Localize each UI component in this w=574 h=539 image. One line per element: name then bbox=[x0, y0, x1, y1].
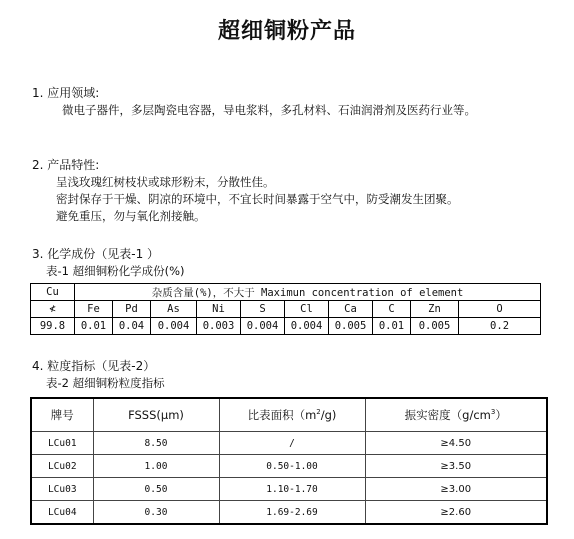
table-1-value-cell: 0.004 bbox=[285, 318, 329, 335]
surface-cell: 1.69-2.69 bbox=[219, 501, 365, 525]
table-1-header-cell: Ca bbox=[329, 301, 373, 318]
grade-cell: LCu02 bbox=[31, 455, 93, 478]
grade-cell: LCu01 bbox=[31, 432, 93, 455]
table-row bbox=[31, 455, 547, 478]
table-1-header-cell: Ni bbox=[197, 301, 241, 318]
table-1-value-cell: 0.01 bbox=[373, 318, 411, 335]
table-2-caption: 表-2 超细铜粉粒度指标 bbox=[46, 376, 165, 390]
table-1-element-row bbox=[31, 301, 541, 318]
section-2-line-3: 避免重压，勿与氧化剂接触。 bbox=[56, 209, 206, 223]
fsss-cell: 1.00 bbox=[93, 455, 219, 478]
page-title: 超细铜粉产品 bbox=[217, 19, 356, 44]
table-row bbox=[31, 501, 547, 525]
table-1-cu-header: Cu bbox=[31, 284, 75, 301]
section-2-line-2: 密封保存于干燥、阴凉的环境中，不宜长时间暴露于空气中，防受潮发生团聚。 bbox=[56, 192, 459, 206]
density-cell: ≥4.50 bbox=[365, 432, 547, 455]
table-1-header-cell: S bbox=[241, 301, 285, 318]
table-1-value-cell: 0.01 bbox=[75, 318, 113, 335]
table-1-header-cell: As bbox=[151, 301, 197, 318]
density-cell: ≥2.60 bbox=[365, 501, 547, 525]
section-3-heading: 3. 化学成份（见表-1 ） bbox=[32, 247, 160, 261]
table-2-header-grade: 牌号 bbox=[31, 398, 93, 432]
section-1-heading: 1. 应用领域: bbox=[32, 86, 100, 100]
table-2-header-fsss: FSSS(μm) bbox=[93, 398, 219, 432]
table-1-value-cell: 0.005 bbox=[411, 318, 459, 335]
table-1-caption: 表-1 超细铜粉化学成份(%) bbox=[46, 264, 185, 278]
table-1-header-cell: Zn bbox=[411, 301, 459, 318]
surface-cell: 1.10-1.70 bbox=[219, 478, 365, 501]
chemical-composition-table bbox=[30, 283, 541, 335]
table-1-header-cell: ≮ bbox=[31, 301, 75, 318]
table-1-header-cell: Pd bbox=[113, 301, 151, 318]
fsss-cell: 0.50 bbox=[93, 478, 219, 501]
table-1-value-cell: 0.004 bbox=[241, 318, 285, 335]
table-row bbox=[31, 432, 547, 455]
table-1-value-row bbox=[31, 318, 541, 335]
fsss-cell: 8.50 bbox=[93, 432, 219, 455]
table-2-header-density: 振实密度$(g/cm^3)$ bbox=[365, 398, 547, 432]
density-cell: ≥3.50 bbox=[365, 455, 547, 478]
table-1-value-cell: 0.005 bbox=[329, 318, 373, 335]
table-1-value-cell: 0.004 bbox=[151, 318, 197, 335]
grade-cell: LCu04 bbox=[31, 501, 93, 525]
table-1-value-cell: 0.04 bbox=[113, 318, 151, 335]
table-1-header-cell: O bbox=[459, 301, 541, 318]
table-1-value-cell: 99.8 bbox=[31, 318, 75, 335]
table-1-value-cell: 0.2 bbox=[459, 318, 541, 335]
table-2-header-surface: 比表面积$(m^2/g)$ bbox=[219, 398, 365, 432]
table-1-impurity-header: 杂质含量(%)，不大于 Maximun concentration of element bbox=[75, 284, 541, 301]
table-1-value-cell: 0.003 bbox=[197, 318, 241, 335]
section-1-line-1: 微电子器件，多层陶瓷电容器，导电浆料，多孔材料、石油润滑剂及医药行业等。 bbox=[62, 103, 476, 117]
surface-cell: 0.50-1.00 bbox=[219, 455, 365, 478]
fsss-cell: 0.30 bbox=[93, 501, 219, 525]
particle-size-table bbox=[30, 397, 548, 525]
section-2-heading: 2. 产品特性: bbox=[32, 158, 100, 172]
table-row bbox=[31, 478, 547, 501]
section-4-heading: 4. 粒度指标（见表-2） bbox=[32, 359, 156, 373]
table-1-header-cell: Fe bbox=[75, 301, 113, 318]
surface-cell: / bbox=[219, 432, 365, 455]
grade-cell: LCu03 bbox=[31, 478, 93, 501]
section-2-line-1: 呈浅玫瑰红树枝状或球形粉末，分散性佳。 bbox=[56, 175, 275, 189]
table-1-header-cell: Cl bbox=[285, 301, 329, 318]
table-1-header-cell: C bbox=[373, 301, 411, 318]
table-2-header-row bbox=[31, 398, 547, 432]
density-cell: ≥3.00 bbox=[365, 478, 547, 501]
